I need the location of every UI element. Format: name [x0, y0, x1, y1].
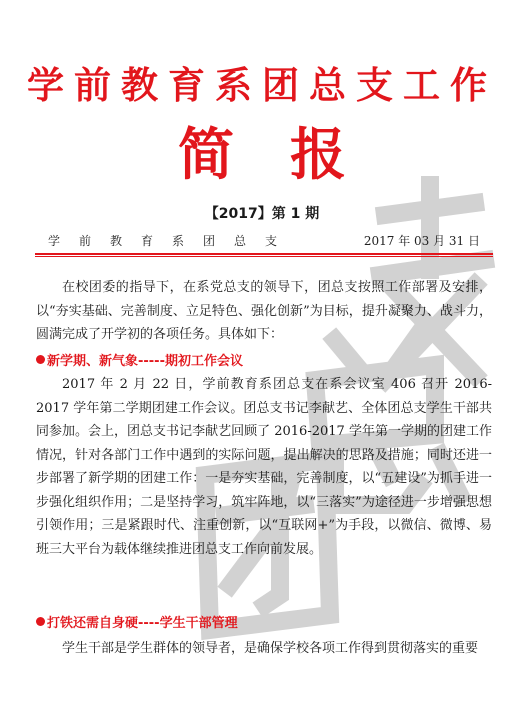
intro-paragraph: 在校团委的指导下，在系党总支的领导下，团总支按照工作部署及安排，以“夯实基础、完善制度、立足特色、强化创新”为目标，提升凝聚力、战斗力，圆满完成了开学初的各项任务。具体如下：	[36, 280, 492, 342]
section-heading-2-text: 打铁还需自身硬----学生干部管理	[47, 616, 238, 631]
bulletin-char-2: 报	[290, 123, 346, 188]
issue-date: 2017 年 03 月 31 日	[363, 234, 480, 248]
bullet-dot-icon	[36, 617, 45, 626]
section-1-paragraph: 2017 年 2 月 22 日，学前教育系团总支在系会议室 406 召开 2016-2017 学年第二学期团建工作会议。团总支书记李献艺、全体团总支学生干部共同参加。会上，团总支书记李献艺回顾了 2016-2017 学年第一学期的团建工作情况，针对各部门工作中遇到的实际问题，提出解决的思路及措施；同时还进一步部署了新学期的团建工作：一是夯实基础，完善制度，以“五建设”为抓手进一步强化组织作用；二是坚持学习，筑牢阵地，以“三落实”为途径进一步增强思想引领作用；三是紧跟时代、注重创新，以“互联网+”为手段，以微信、微博、易班三大平台为载体继续推进团总支工作向前发展。	[36, 377, 492, 557]
section-2-paragraph: 学生干部是学生群体的领导者，是确保学校各项工作得到贯彻落实的重要	[62, 641, 479, 656]
bullet-dot-icon	[36, 355, 45, 364]
section-heading-1-text: 新学期、新气象-----期初工作会议	[47, 354, 243, 369]
organization-name: 学前教育系团总支	[48, 234, 297, 248]
section-heading-1	[36, 350, 243, 369]
issue-number: 【2017】第 1 期	[204, 206, 320, 222]
bulletin-title	[0, 124, 524, 188]
bulletin-char-1: 简	[178, 123, 234, 188]
section-heading-2	[36, 612, 238, 631]
header-rule-thick	[35, 253, 493, 255]
header-rule-thin	[35, 256, 493, 257]
masthead-title: 学前教育系团总支工作	[27, 64, 497, 107]
